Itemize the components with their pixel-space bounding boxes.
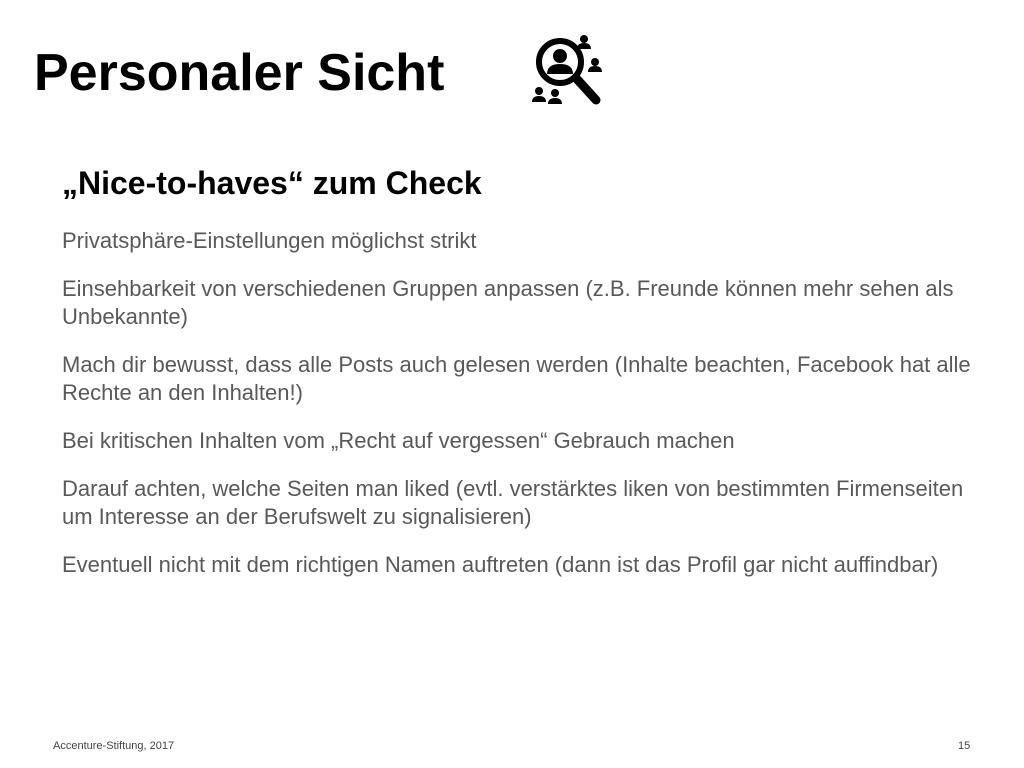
bullet-item: Darauf achten, welche Seiten man liked (evtl. verstärktes liken von bestimmten Firmenseiten um Interesse an der Berufswelt zu signalisieren)	[62, 476, 964, 529]
people-search-magnifier-icon	[526, 32, 606, 108]
slide-title: Personaler Sicht	[34, 44, 445, 102]
bullet-item: Mach dir bewusst, dass alle Posts auch gelesen werden (Inhalte beachten, Facebook hat alle Rechte an den Inhalten!)	[62, 352, 971, 405]
footer-source: Accenture-Stiftung, 2017	[53, 740, 175, 752]
bullet-list	[62, 227, 982, 599]
bullet-item: Eventuell nicht mit dem richtigen Namen auftreten (dann ist das Profil gar nicht auffindbar)	[62, 552, 939, 577]
bullet-item: Bei kritischen Inhalten vom „Recht auf vergessen“ Gebrauch machen	[62, 428, 735, 453]
bullet-item: Privatsphäre-Einstellungen möglichst strikt	[62, 228, 477, 253]
bullet-item: Einsehbarkeit von verschiedenen Gruppen anpassen (z.B. Freunde können mehr sehen als Unbekannte)	[62, 276, 954, 329]
page-number: 15	[958, 740, 971, 752]
section-subheading: „Nice-to-haves“ zum Check	[62, 165, 482, 201]
